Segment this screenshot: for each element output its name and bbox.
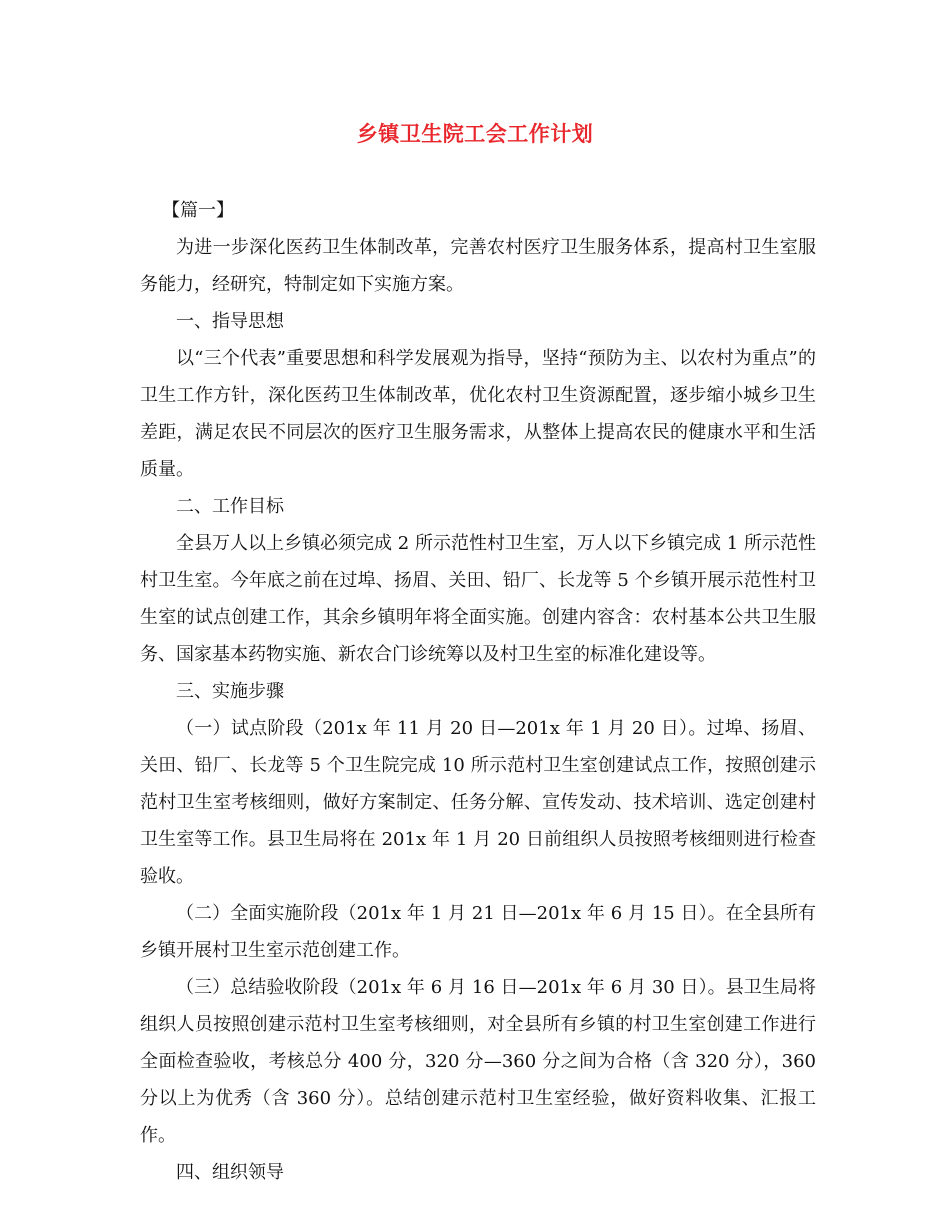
section-paragraph: 全县万人以上乡镇必须完成 2 所示范性村卫生室，万人以下乡镇完成 1 所示范性村卫生室。今年底之前在过埠、扬眉、关田、铅厂、长龙等 5 个乡镇开展示范性村卫生室的试点创建工作，其余乡镇明年将全面实施。创建内容含：农村基本公共卫生服务、国家基本药物实施、新农合门诊统筹以及村卫生室的标准化建设等。 (140, 533, 816, 665)
section-heading-work-goals: 二、工作目标 (176, 496, 284, 517)
section-heading-implementation-steps: 三、实施步骤 (176, 681, 284, 702)
section-heading-guiding-ideology: 一、指导思想 (176, 311, 284, 332)
step-summary-acceptance-paragraph: （三）总结验收阶段（201x 年 6 月 16 日—201x 年 6 月 30 日）。县卫生局将组织人员按照创建示范村卫生室考核细则，对全县所有乡镇的村卫生室创建工作进行全面检查验收，考核总分 400 分，320 分—360 分之间为合格（含 320 分），360 分以上为优秀（含 360 分）。总结创建示范村卫生室经验，做好资料收集、汇报工作。 (140, 977, 816, 1146)
part-heading: 【篇一】 (162, 200, 234, 221)
step-pilot-paragraph: （一）试点阶段（201x 年 11 月 20 日—201x 年 1 月 20 日）。过埠、扬眉、关田、铅厂、长龙等 5 个卫生院完成 10 所示范村卫生室创建试点工作，按照创建示范村卫生室考核细则，做好方案制定、任务分解、宣传发动、技术培训、选定创建村卫生室等工作。县卫生局将在 201x 年 1 月 20 日前组织人员按照考核细则进行检查验收。 (140, 718, 816, 887)
intro-paragraph: 为进一步深化医药卫生体制改革，完善农村医疗卫生服务体系，提高村卫生室服务能力，经研究，特制定如下实施方案。 (140, 237, 816, 295)
section-paragraph: 以“三个代表”重要思想和科学发展观为指导，坚持“预防为主、以农村为重点”的卫生工作方针，深化医药卫生体制改革，优化农村卫生资源配置，逐步缩小城乡卫生差距，满足农民不同层次的医疗卫生服务需求，从整体上提高农民的健康水平和生活质量。 (140, 348, 816, 480)
step-full-implementation-paragraph: （二）全面实施阶段（201x 年 1 月 21 日—201x 年 6 月 15 日）。在全县所有乡镇开展村卫生室示范创建工作。 (140, 903, 816, 961)
document-body (140, 192, 816, 1191)
section-heading-organization-leadership: 四、组织领导 (176, 1162, 284, 1183)
document-title: 乡镇卫生院工会工作计划 (356, 122, 594, 146)
